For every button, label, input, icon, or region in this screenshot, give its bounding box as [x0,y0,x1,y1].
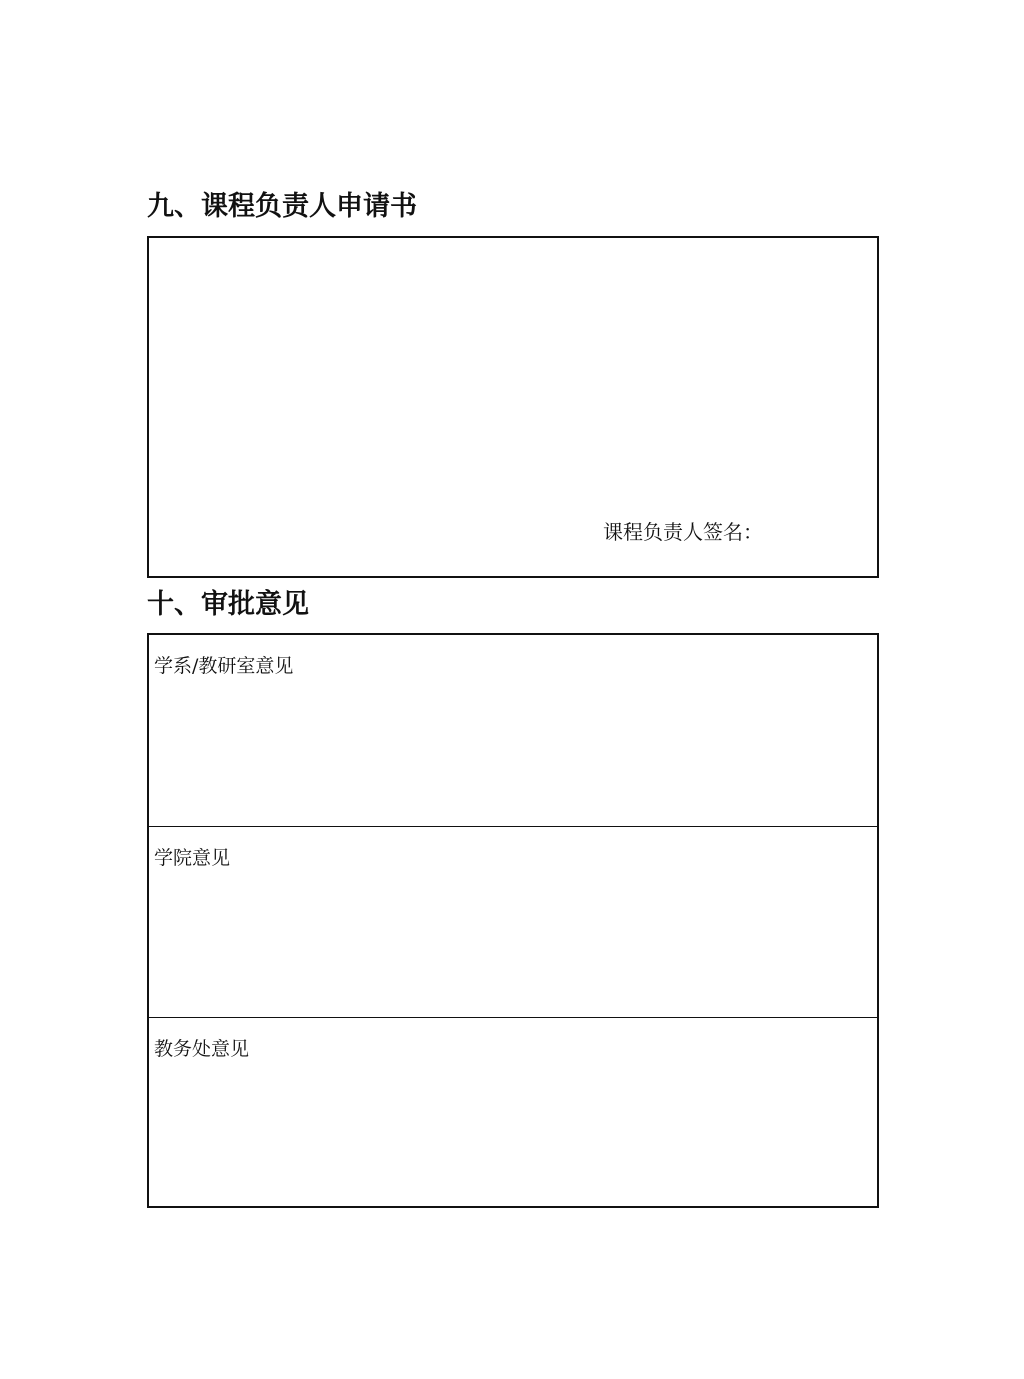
academic-affairs-opinion-label: 教务处意见 [154,1038,250,1060]
approval-row-department[interactable] [149,635,877,826]
application-text-area[interactable] [147,236,879,578]
department-opinion-label: 学系/教研室意见 [154,655,294,677]
course-leader-signature-label: 课程负责人签名： [603,520,763,544]
approval-row-college[interactable] [149,826,877,1017]
college-opinion-label: 学院意见 [154,847,231,869]
approval-table [147,633,879,1208]
section-title-application: 九、课程负责人申请书 [147,191,417,222]
approval-row-academic-affairs[interactable] [149,1017,877,1206]
section-title-approval: 十、审批意见 [147,589,309,620]
